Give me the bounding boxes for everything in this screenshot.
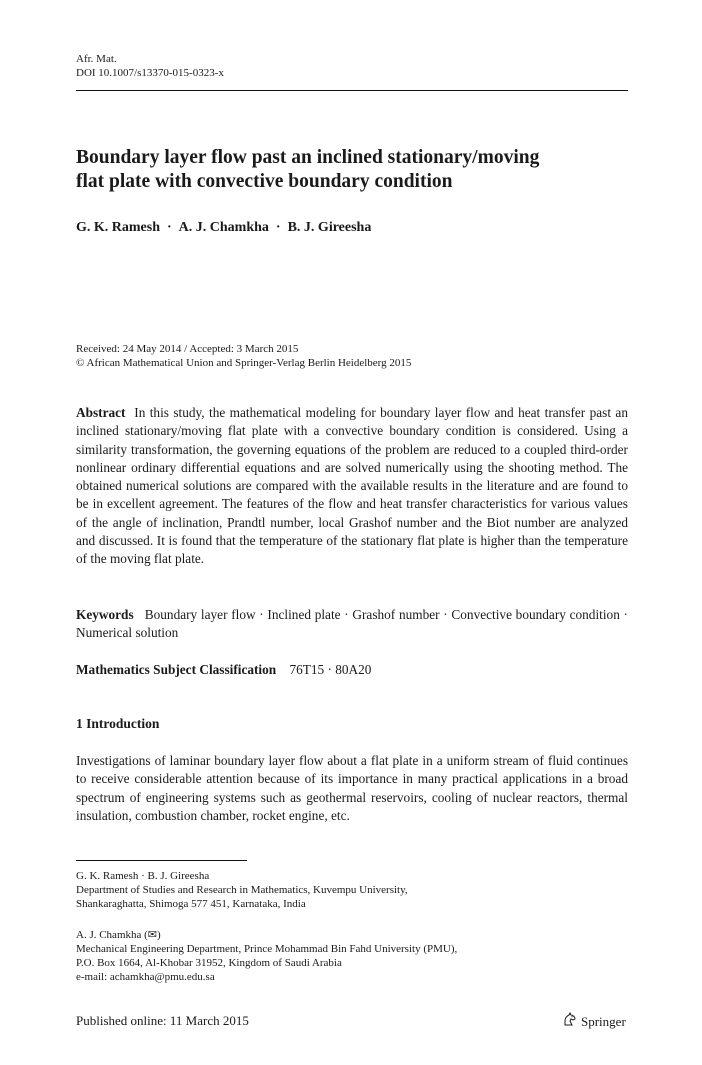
- abstract: [76, 404, 628, 569]
- abstract-text: In this study, the mathematical modeling for boundary layer flow and heat transfer past an inclined stationary/moving flat plate with a convective boundary condition is considered. Using a similarity transformation, the governing equations of the problem are reduced to a coupled third-order nonlinear ordinary differential equations and are solved numerically using the shooting method. The obtained numerical solutions are compared with the available results in the literature and are found to be in excellent agreement. The features of the flow and heat transfer characteristics for various values of the angle of inclination, Prandtl number, local Grashof number and the Biot number are analyzed and discussed. It is found that the temperature of the stationary flat plate is higher than the temperature of the moving flat plate.: [76, 405, 628, 567]
- header-rule: [76, 90, 628, 91]
- affiliation-line: Department of Studies and Research in Mathematics, Kuvempu University,: [76, 884, 408, 896]
- intro-paragraph: Investigations of laminar boundary layer flow about a flat plate in a uniform stream of fluid continues to receive considerable attention because of its importance in many practical applications in a broad spectrum of engineering systems such as geothermal reservoirs, cooling of nuclear reactors, thermal insulation, combustion chamber, rocket engine, etc.: [76, 753, 628, 823]
- keywords: [76, 606, 628, 643]
- author: A. J. Chamkha: [178, 220, 269, 235]
- keywords-label: Keywords: [76, 607, 134, 622]
- affiliation-names: A. J. Chamkha (✉): [76, 929, 161, 941]
- title-line-1: Boundary layer flow past an inclined stationary/moving: [76, 147, 540, 168]
- msc-label: Mathematics Subject Classification: [76, 662, 277, 677]
- title-line-2: flat plate with convective boundary condition: [76, 171, 453, 192]
- author: G. K. Ramesh: [76, 220, 160, 235]
- affiliation-line: P.O. Box 1664, Al-Khobar 31952, Kingdom of Saudi Arabia: [76, 957, 342, 969]
- springer-horse-icon: [562, 1012, 577, 1031]
- publication-dates: [76, 342, 636, 370]
- publisher-name: Springer: [581, 1013, 626, 1029]
- keywords-text: Boundary layer flow · Inclined plate · Grashof number · Convective boundary condition · Numerical solution: [76, 607, 628, 641]
- author-separator: ·: [167, 220, 172, 235]
- email-line: e-mail: achamkha@pmu.edu.sa: [76, 971, 215, 983]
- affiliation-line: Mechanical Engineering Department, Prince Mohammad Bin Fahd University (PMU),: [76, 943, 458, 955]
- received-date: Received: 24 May 2014 / Accepted: 3 March 2015: [76, 343, 299, 355]
- author: B. J. Gireesha: [287, 220, 372, 235]
- affiliation-line: Shankaraghatta, Shimoga 577 451, Karnataka, India: [76, 898, 306, 910]
- affiliation-names: G. K. Ramesh · B. J. Gireesha: [76, 870, 210, 882]
- affiliation-2: [76, 928, 636, 984]
- subject-classification: [76, 661, 628, 679]
- author-list: [76, 219, 636, 237]
- paper-title: [76, 146, 636, 194]
- affiliation-1: [76, 869, 636, 911]
- published-online: Published online: 11 March 2015: [76, 1013, 249, 1028]
- publisher-logo: [562, 1012, 626, 1031]
- doi: DOI 10.1007/s13370-015-0323-x: [76, 67, 224, 79]
- author-separator: ·: [275, 220, 281, 235]
- journal-header: [76, 52, 636, 80]
- abstract-label: Abstract: [76, 405, 126, 420]
- section-heading: 1 Introduction: [76, 716, 160, 731]
- footnote-rule: [76, 860, 247, 861]
- journal-name: Afr. Mat.: [76, 53, 117, 65]
- msc-text: 76T15 · 80A20: [289, 662, 372, 677]
- copyright: © African Mathematical Union and Springer-Verlag Berlin Heidelberg 2015: [76, 357, 412, 369]
